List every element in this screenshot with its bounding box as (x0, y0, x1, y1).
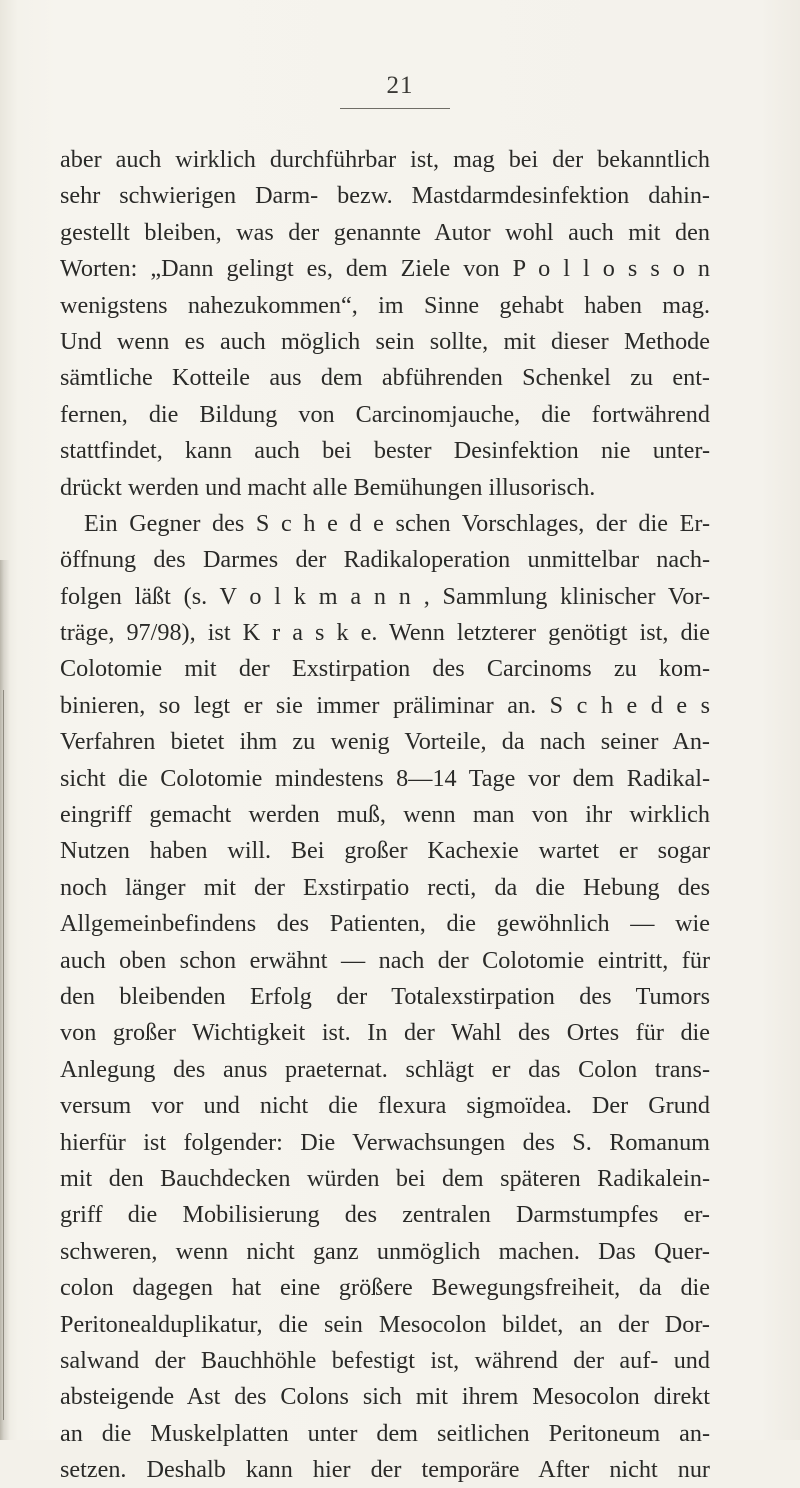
text-line: Worten: „Dann gelingt es, dem Ziele von P o l l o s s o n (60, 255, 710, 283)
text-line: sehr schwierigen Darm- bezw. Mastdarmdesinfektion dahin- (60, 182, 710, 210)
text-line: fernen, die Bildung von Carcinomjauche, die fortwährend (60, 400, 710, 428)
text-line: Nutzen haben will. Bei großer Kachexie wartet er sogar (60, 837, 710, 865)
text-line: absteigende Ast des Colons sich mit ihrem Mesocolon direkt (60, 1383, 710, 1411)
page-edge-line (3, 690, 4, 1420)
text-line: setzen. Deshalb kann hier der temporäre After nicht nur (60, 1456, 710, 1484)
text-line: Ein Gegner des S c h e d e schen Vorschlages, der die Er- (84, 509, 710, 537)
text-line: auch oben schon erwähnt — nach der Colotomie eintritt, für (60, 946, 710, 974)
text-line: stattfindet, kann auch bei bester Desinfektion nie unter- (60, 437, 710, 465)
text-line: eingriff gemacht werden muß, wenn man von ihr wirklich (60, 801, 710, 829)
text-line: träge, 97/98), ist K r a s k e. Wenn letzterer genötigt ist, die (60, 619, 710, 647)
text-line: Verfahren bietet ihm zu wenig Vorteile, da nach seiner An- (60, 728, 710, 756)
page-number: 21 (386, 72, 414, 99)
text-line: Colotomie mit der Exstirpation des Carcinoms zu kom- (60, 655, 710, 683)
text-line: gestellt bleiben, was der genannte Autor wohl auch mit den (60, 218, 710, 246)
text-line: colon dagegen hat eine größere Bewegungsfreiheit, da die (60, 1274, 710, 1302)
text-line: aber auch wirklich durchführbar ist, mag bei der bekanntlich (60, 146, 710, 173)
text-line: griff die Mobilisierung des zentralen Darmstumpfes er- (60, 1201, 710, 1229)
text-line: noch länger mit der Exstirpatio recti, da die Hebung des (60, 873, 710, 901)
text-line: versum vor und nicht die flexura sigmoïdea. Der Grund (60, 1092, 710, 1120)
text-line: wenigstens nahezukommen“, im Sinne gehabt haben mag. (60, 291, 710, 319)
text-line: von großer Wichtigkeit ist. In der Wahl des Ortes für die (60, 1019, 710, 1047)
page-number-rule (340, 108, 450, 109)
body-text (60, 142, 710, 1488)
text-line: Anlegung des anus praeternat. schlägt er das Colon trans- (60, 1055, 710, 1083)
text-line: den bleibenden Erfolg der Totalexstirpation des Tumors (60, 982, 710, 1010)
text-line: sämtliche Kotteile aus dem abführenden Schenkel zu ent- (60, 364, 710, 392)
text-line: öffnung des Darmes der Radikaloperation unmittelbar nach- (60, 546, 710, 574)
text-line: Allgemeinbefindens des Patienten, die gewöhnlich — wie (60, 910, 710, 938)
text-line: mit den Bauchdecken würden bei dem späteren Radikalein- (60, 1164, 710, 1192)
text-line: sicht die Colotomie mindestens 8—14 Tage vor dem Radikal- (60, 764, 710, 792)
text-line: schweren, wenn nicht ganz unmöglich machen. Das Quer- (60, 1237, 710, 1265)
text-line: binieren, so legt er sie immer präliminar an. S c h e d e s (60, 691, 710, 719)
text-line: an die Muskelplatten unter dem seitlichen Peritoneum an- (60, 1419, 710, 1447)
text-line: drückt werden und macht alle Bemühungen illusorisch. (60, 473, 596, 501)
text-line: Peritonealduplikatur, die sein Mesocolon bildet, an der Dor- (60, 1310, 710, 1338)
text-line: salwand der Bauchhöhle befestigt ist, während der auf- und (60, 1346, 710, 1374)
page-gutter-shadow (0, 560, 10, 1440)
text-line: Und wenn es auch möglich sein sollte, mit dieser Methode (60, 327, 710, 355)
text-line: hierfür ist folgender: Die Verwachsungen des S. Romanum (60, 1128, 710, 1156)
text-line: folgen läßt (s. V o l k m a n n , Sammlung klinischer Vor- (60, 582, 710, 610)
